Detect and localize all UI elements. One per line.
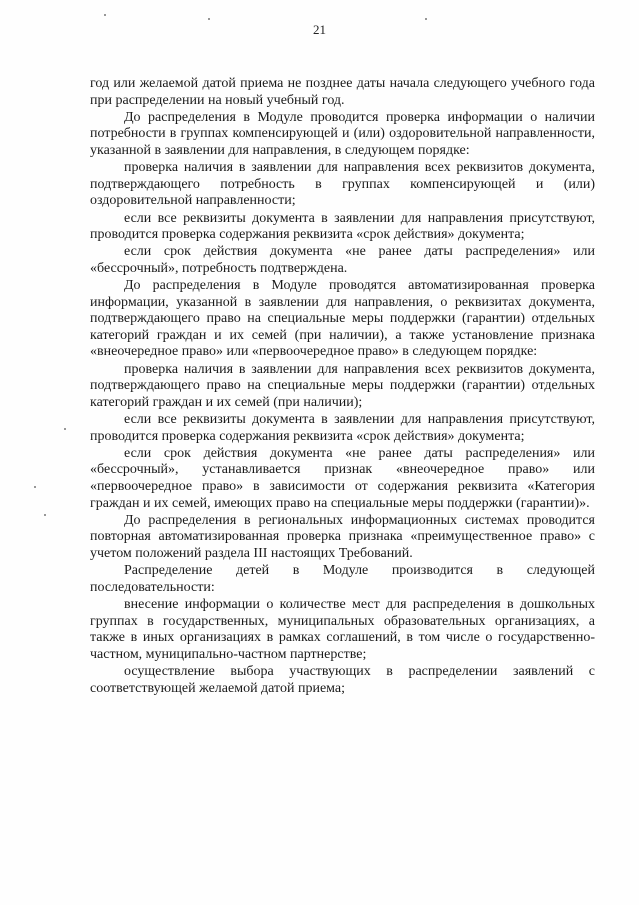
paragraph-7: проверка наличия в заявлении для направления всех реквизитов документа, подтверждающего право на специальные меры поддержки (гарантии) отдельных категорий граждан и их семей (при наличии); bbox=[90, 361, 595, 410]
scan-speck bbox=[425, 18, 427, 20]
scan-speck bbox=[208, 18, 210, 20]
paragraph-2: До распределения в Модуле проводится проверка информации о наличии потребности в группах компенсирующей и (или) оздоровительной направленности, указанной в заявлении для направления, в следующем порядке: bbox=[90, 109, 595, 158]
document-body bbox=[90, 76, 595, 698]
paragraph-3: проверка наличия в заявлении для направления всех реквизитов документа, подтверждающего потребность в группах компенсирующей и (или) оздоровительной направленности; bbox=[90, 160, 595, 209]
paragraph-8: если все реквизиты документа в заявлении для направления присутствуют, проводится проверка содержания реквизита «срок действия» документа; bbox=[90, 412, 595, 444]
paragraph-6: До распределения в Модуле проводятся автоматизированная проверка информации, указанной в заявлении для направления, о реквизитах документа, подтверждающего право на специальные меры поддержки (гарантии) отдельных категорий граждан и их семей (при наличии), а также установление признака «внеочередное право» или «первоочередное право» в следующем порядке: bbox=[90, 278, 595, 360]
scan-speck bbox=[104, 14, 106, 16]
paragraph-4: если все реквизиты документа в заявлении для направления присутствуют, проводится проверка содержания реквизита «срок действия» документа; bbox=[90, 210, 595, 243]
paragraph-13: осуществление выбора участвующих в распределении заявлений с соответствующей желаемой датой приема; bbox=[90, 663, 595, 696]
paragraph-9: если срок действия документа «не ранее даты распределения» или «бессрочный», устанавливается признак «внеочередное право» или «первоочередное право» в зависимости от содержания реквизита «Категория граждан и их семей, имеющих право на специальные меры поддержки (гарантии)». bbox=[90, 445, 595, 511]
paragraph-12: внесение информации о количестве мест для распределения в дошкольных группах в государственных, муниципальных образовательных организациях, а также в иных организациях в рамках соглашений, в том числе о государственно-частном, муниципально-частном партнерстве; bbox=[90, 596, 595, 662]
paragraph-11: Распределение детей в Модуле производится в следующей последовательности: bbox=[90, 563, 595, 595]
paragraph-1: год или желаемой датой приема не позднее даты начала следующего учебного года при распределении на новый учебный год. bbox=[90, 76, 595, 108]
scan-speck bbox=[44, 514, 46, 516]
paragraph-5: если срок действия документа «не ранее даты распределения» или «бессрочный», потребность подтверждена. bbox=[90, 244, 595, 276]
scan-speck bbox=[34, 486, 36, 488]
scan-speck bbox=[64, 428, 66, 430]
page-number: 21 bbox=[313, 22, 326, 37]
paragraph-10: До распределения в региональных информационных системах проводится повторная автоматизированная проверка признака «преимущественное право» с учетом положений раздела III настоящих Требований. bbox=[90, 512, 595, 561]
